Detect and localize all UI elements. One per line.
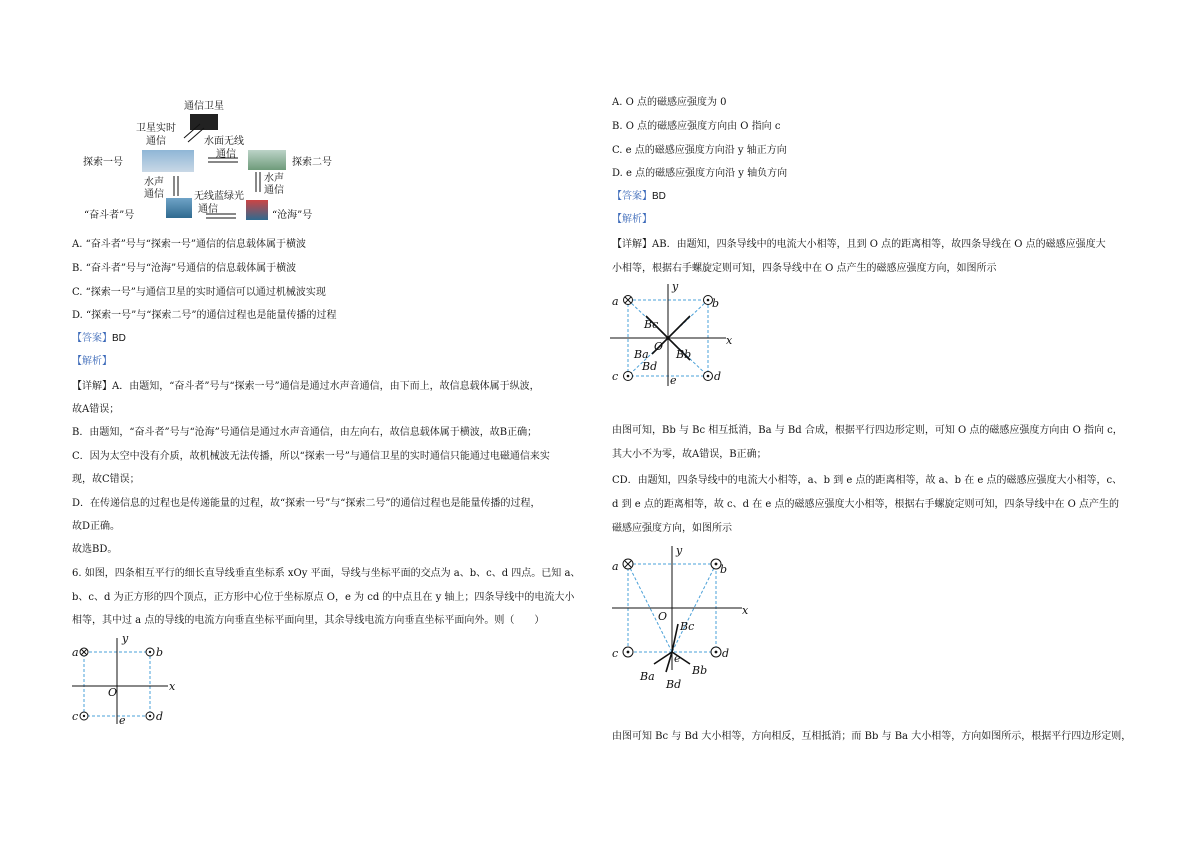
fig2-label-d: d <box>722 647 730 660</box>
acoustic-left-label-1: 水声 <box>144 177 164 188</box>
option-d: D. e 点的磁感应强度方向沿 y 轴负方向 <box>612 168 788 179</box>
fig2-label-bb: Bb <box>692 664 708 677</box>
option-c: C. e 点的磁感应强度方向沿 y 轴正方向 <box>612 145 787 156</box>
acoustic-right-label-1: 水声 <box>264 173 284 184</box>
fig1-label-c: c <box>612 370 619 383</box>
option-a: A. “奋斗者”号与“探索一号”通信的信息载体属于横波 <box>72 239 307 250</box>
option-b: B. O 点的磁感应强度方向由 O 指向 c <box>612 121 781 132</box>
sat-link-label-2: 通信 <box>146 136 166 147</box>
fig2-label-b: b <box>720 563 728 576</box>
fig2-label-a: a <box>612 560 619 573</box>
optical-label-1: 无线蓝绿光 <box>194 191 244 202</box>
ab-result-line-2: 其大小不为零，故A错误，B正确； <box>612 449 767 460</box>
question6-line-3: 相等，其中过 a 点的导线的电流方向垂直坐标平面向里，其余导线电流方向垂直坐标平面向外。则（ ） <box>72 615 545 626</box>
explain-line-3: B．由题知，“奋斗者”号与“沧海”号通信是通过水声音通信，由左向右，故信息载体属于横波，故B正确； <box>72 427 538 438</box>
diagram-arrows <box>80 98 340 228</box>
fig2-label-o: O <box>658 610 668 623</box>
ship1-label: 探索一号 <box>83 157 123 168</box>
answer-tag: 【答案】 <box>612 191 652 202</box>
fig1-label-bc: Bc <box>644 318 659 331</box>
fig-label-e: e <box>119 714 126 727</box>
fig1-label-e: e <box>670 374 677 387</box>
explain-line-6: D．在传递信息的过程也是传递能量的过程，故“探索一号”与“探索二号”的通信过程也是能量传播的过程， <box>72 498 541 509</box>
fig2-label-ba: Ba <box>640 670 655 683</box>
right-column <box>600 0 1200 849</box>
cd-line-1: CD．由题知，四条导线中的电流大小相等，a、b 到 e 点的距离相等，故 a、b 在 e 点的磁感应强度大小相等，c、 <box>612 475 1123 486</box>
fig1-label-bb: Bb <box>676 348 692 361</box>
cd-line-3: 磁感应强度方向，如图所示 <box>612 523 732 534</box>
explain-line-7: 故D正确。 <box>72 521 121 532</box>
fig2-label-bc: Bc <box>680 620 695 633</box>
water-link-label-1: 水面无线 <box>204 136 244 147</box>
option-a: A. O 点的磁感应强度为 0 <box>612 97 727 108</box>
field-figure-2 <box>608 540 758 690</box>
answer-value: BD <box>652 191 666 202</box>
communication-diagram <box>80 98 340 228</box>
fig1-label-d: d <box>714 370 722 383</box>
ab-line-1: 【详解】AB．由题知，四条导线中的电流大小相等，且到 O 点的距离相等，故四条导线在 O 点的磁感应强度大 <box>612 239 1106 250</box>
fig1-label-ba: Ba <box>634 348 649 361</box>
optical-label-2: 通信 <box>198 204 218 215</box>
fig-label-a: a <box>72 646 79 659</box>
fig-label-b: b <box>156 646 164 659</box>
ab-line-2: 小相等，根据右手螺旋定则可知，四条导线中在 O 点产生的磁感应强度方向，如图所示 <box>612 263 997 274</box>
fig-label-d: d <box>156 710 164 723</box>
fig2-label-y: y <box>676 544 683 557</box>
option-c: C. “探索一号”与通信卫星的实时通信可以通过机械波实现 <box>72 287 326 298</box>
fig1-label-x: x <box>726 334 733 347</box>
fig1-label-o: O <box>654 340 664 353</box>
question6-line-2: b、c、d 为正方形的四个顶点，正方形中心位于坐标原点 O，e 为 cd 的中点且在 y 轴上；四条导线中的电流大小 <box>72 592 575 603</box>
fig-label-x: x <box>169 680 176 693</box>
answer-value: BD <box>112 333 126 344</box>
question6-line-1: 6. 如图，四条相互平行的细长直导线垂直坐标系 xOy 平面，导线与坐标平面的交点为 a、b、c、d 四点。已知 a、 <box>72 568 581 579</box>
answer-line <box>72 332 126 345</box>
answer-tag: 【答案】 <box>72 333 112 344</box>
explain-line-1: 【详解】A．由题知，“奋斗者”号与“探索一号”通信是通过水声音通信，由下而上，故信息载体属于纵波， <box>72 381 540 392</box>
explain-line-2: 故A错误； <box>72 404 120 415</box>
fig1-label-b: b <box>712 297 720 310</box>
satellite-label: 通信卫星 <box>184 101 224 112</box>
acoustic-left-label-2: 通信 <box>144 189 164 200</box>
fig-label-o: O <box>108 686 118 699</box>
cd-line-2: d 到 e 点的距离相等，故 c、d 在 e 点的磁感应强度大小相等，根据右手螺旋定则可知，四条导线中在 O 点产生的 <box>612 499 1120 510</box>
field-figure-1 <box>606 280 736 390</box>
explain-line-8: 故选BD。 <box>72 544 118 555</box>
cd-result-line: 由图可知 Bc 与 Bd 大小相等，方向相反，互相抵消；而 Bb 与 Ba 大小相等，方向如图所示，根据平行四边形定则， <box>612 731 1132 742</box>
fig2-label-c: c <box>612 647 619 660</box>
explain-line-4: C．因为太空中没有介质，故机械波无法传播，所以“探索一号”与通信卫星的实时通信只能通过电磁通信来实 <box>72 451 550 462</box>
fig1-label-a: a <box>612 295 619 308</box>
fig-label-c: c <box>72 710 79 723</box>
analysis-tag: 【解析】 <box>72 356 112 367</box>
fig2-label-x: x <box>742 604 749 617</box>
sub2-label: “沧海”号 <box>272 210 313 221</box>
sub1-label: “奋斗者”号 <box>84 210 135 221</box>
water-link-label-2: 通信 <box>216 149 236 160</box>
answer-line <box>612 190 666 203</box>
fig1-label-y: y <box>672 280 679 293</box>
fig2-label-e: e <box>674 652 681 665</box>
explain-line-5: 现，故C错误； <box>72 474 140 485</box>
question-figure <box>68 632 188 727</box>
fig1-label-bd: Bd <box>642 360 658 373</box>
fig2-label-bd: Bd <box>666 678 682 690</box>
sat-link-label-1: 卫星实时 <box>136 123 176 134</box>
option-b: B. “奋斗者”号与“沧海”号通信的信息载体属于横波 <box>72 263 297 274</box>
fig-label-y: y <box>122 632 129 645</box>
option-d: D. “探索一号”与“探索二号”的通信过程也是能量传播的过程 <box>72 310 337 321</box>
ship2-label: 探索二号 <box>292 157 332 168</box>
analysis-tag: 【解析】 <box>612 214 652 225</box>
acoustic-right-label-2: 通信 <box>264 185 284 196</box>
ab-result-line-1: 由图可知，Bb 与 Bc 相互抵消，Ba 与 Bd 合成，根据平行四边形定则，可知 O 点的磁感应强度方向由 O 指向 c， <box>612 425 1123 436</box>
